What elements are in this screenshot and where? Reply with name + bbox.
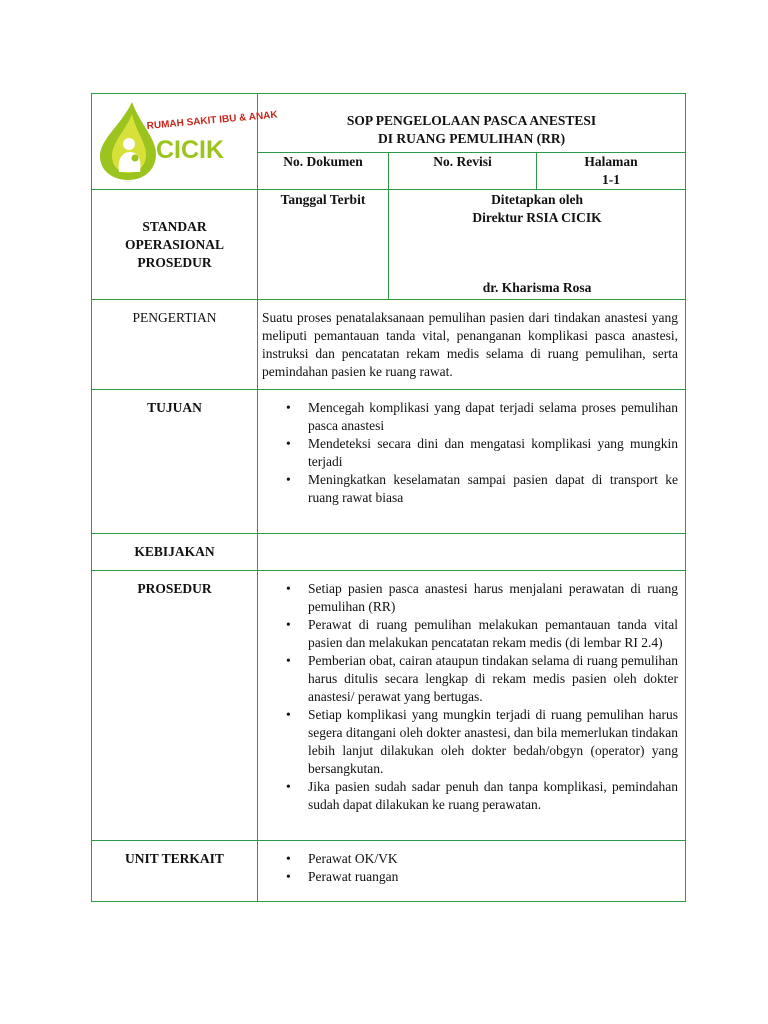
sop-label-cell bbox=[92, 190, 258, 300]
tujuan-label: TUJUAN bbox=[92, 390, 258, 534]
logo-line1: RUMAH SAKIT IBU & ANAK bbox=[146, 109, 279, 132]
list-item: • Setiap pasien pasca anastesi harus menjalani perawatan di ruang pemulihan (RR) bbox=[258, 580, 678, 616]
sop-label-line2: OPERASIONAL bbox=[124, 236, 224, 252]
kebijakan-content bbox=[258, 534, 686, 571]
list-item: • Perawat ruangan bbox=[258, 868, 678, 886]
issue-date-label: Tanggal Terbit bbox=[280, 192, 366, 207]
sop-document bbox=[91, 93, 685, 902]
sop-table bbox=[91, 93, 686, 902]
list-item: • Pemberian obat, cairan ataupun tindakan selama di ruang pemulihan harus ditulis secara lengkap di rekam medis pasien oleh dokter anastesi/ perawat yang bertugas. bbox=[258, 652, 678, 706]
title-line-2: DI RUANG PEMULIHAN (RR) bbox=[377, 131, 566, 146]
tujuan-content bbox=[258, 390, 686, 534]
doc-number-label: No. Dokumen bbox=[283, 154, 363, 169]
unit-terkait-content bbox=[258, 841, 686, 902]
list-item: • Meningkatkan keselamatan sampai pasien dapat di transport ke ruang rawat biasa bbox=[258, 471, 678, 507]
pengertian-label: PENGERTIAN bbox=[92, 300, 258, 390]
list-item: • Setiap komplikasi yang mungkin terjadi di ruang pemulihan harus segera ditangani oleh dokter anastesi, dan bila memerlukan tindakan lebih lanjut dilakukan oleh dokter bedah/obgyn (operator) yang bersangkutan. bbox=[258, 706, 678, 778]
list-item: • Perawat di ruang pemulihan melakukan pemantauan tanda vital pasien dan melakukan pencatatan rekam medis (di lembar RI 2.4) bbox=[258, 616, 678, 652]
issue-date-cell bbox=[258, 190, 389, 300]
document-title bbox=[258, 94, 686, 153]
unit-terkait-list bbox=[258, 841, 685, 898]
doc-number-cell bbox=[258, 153, 389, 190]
approved-by-line2: Direktur RSIA CICIK bbox=[472, 210, 602, 225]
title-line-1: SOP PENGELOLAAN PASCA ANESTESI bbox=[346, 113, 597, 128]
sop-label-line3: PROSEDUR bbox=[137, 254, 212, 270]
list-item: • Jika pasien sudah sadar penuh dan tanpa komplikasi, pemindahan sudah dapat dilakukan ke ruang perawatan. bbox=[258, 778, 678, 814]
list-item: • Mencegah komplikasi yang dapat terjadi selama proses pemulihan pasca anastesi bbox=[258, 399, 678, 435]
page-label: Halaman bbox=[584, 154, 638, 169]
list-item: • Mendeteksi secara dini dan mengatasi komplikasi yang mungkin terjadi bbox=[258, 435, 678, 471]
page-value: 1-1 bbox=[602, 172, 621, 187]
page-cell bbox=[537, 153, 686, 190]
hospital-logo bbox=[92, 94, 279, 185]
tujuan-list bbox=[258, 390, 685, 533]
prosedur-content bbox=[258, 571, 686, 841]
logo-cell bbox=[92, 94, 279, 190]
signatory-name: dr. Kharisma Rosa bbox=[482, 280, 592, 295]
kebijakan-label: KEBIJAKAN bbox=[92, 534, 258, 571]
list-item: • Perawat OK/VK bbox=[258, 850, 678, 868]
prosedur-label: PROSEDUR bbox=[92, 571, 258, 841]
revision-label: No. Revisi bbox=[433, 154, 492, 169]
pengertian-text: Suatu proses penatalaksanaan pemulihan pasien dari tindakan anastesi yang meliputi pemantauan tanda vital, penanganan komplikasi pasca anastesi, instruksi dan pencatatan rekam medis selama di ruang pemulihan, serta pemindahan pasien ke ruang rawat. bbox=[258, 300, 686, 390]
sop-label-line1: STANDAR bbox=[142, 218, 207, 234]
revision-cell bbox=[389, 153, 537, 190]
logo-line2: CICIK bbox=[156, 136, 225, 164]
approved-by-line1: Ditetapkan oleh bbox=[491, 192, 583, 207]
approval-cell bbox=[389, 190, 686, 300]
unit-terkait-label: UNIT TERKAIT bbox=[92, 841, 258, 902]
prosedur-list bbox=[258, 571, 685, 840]
